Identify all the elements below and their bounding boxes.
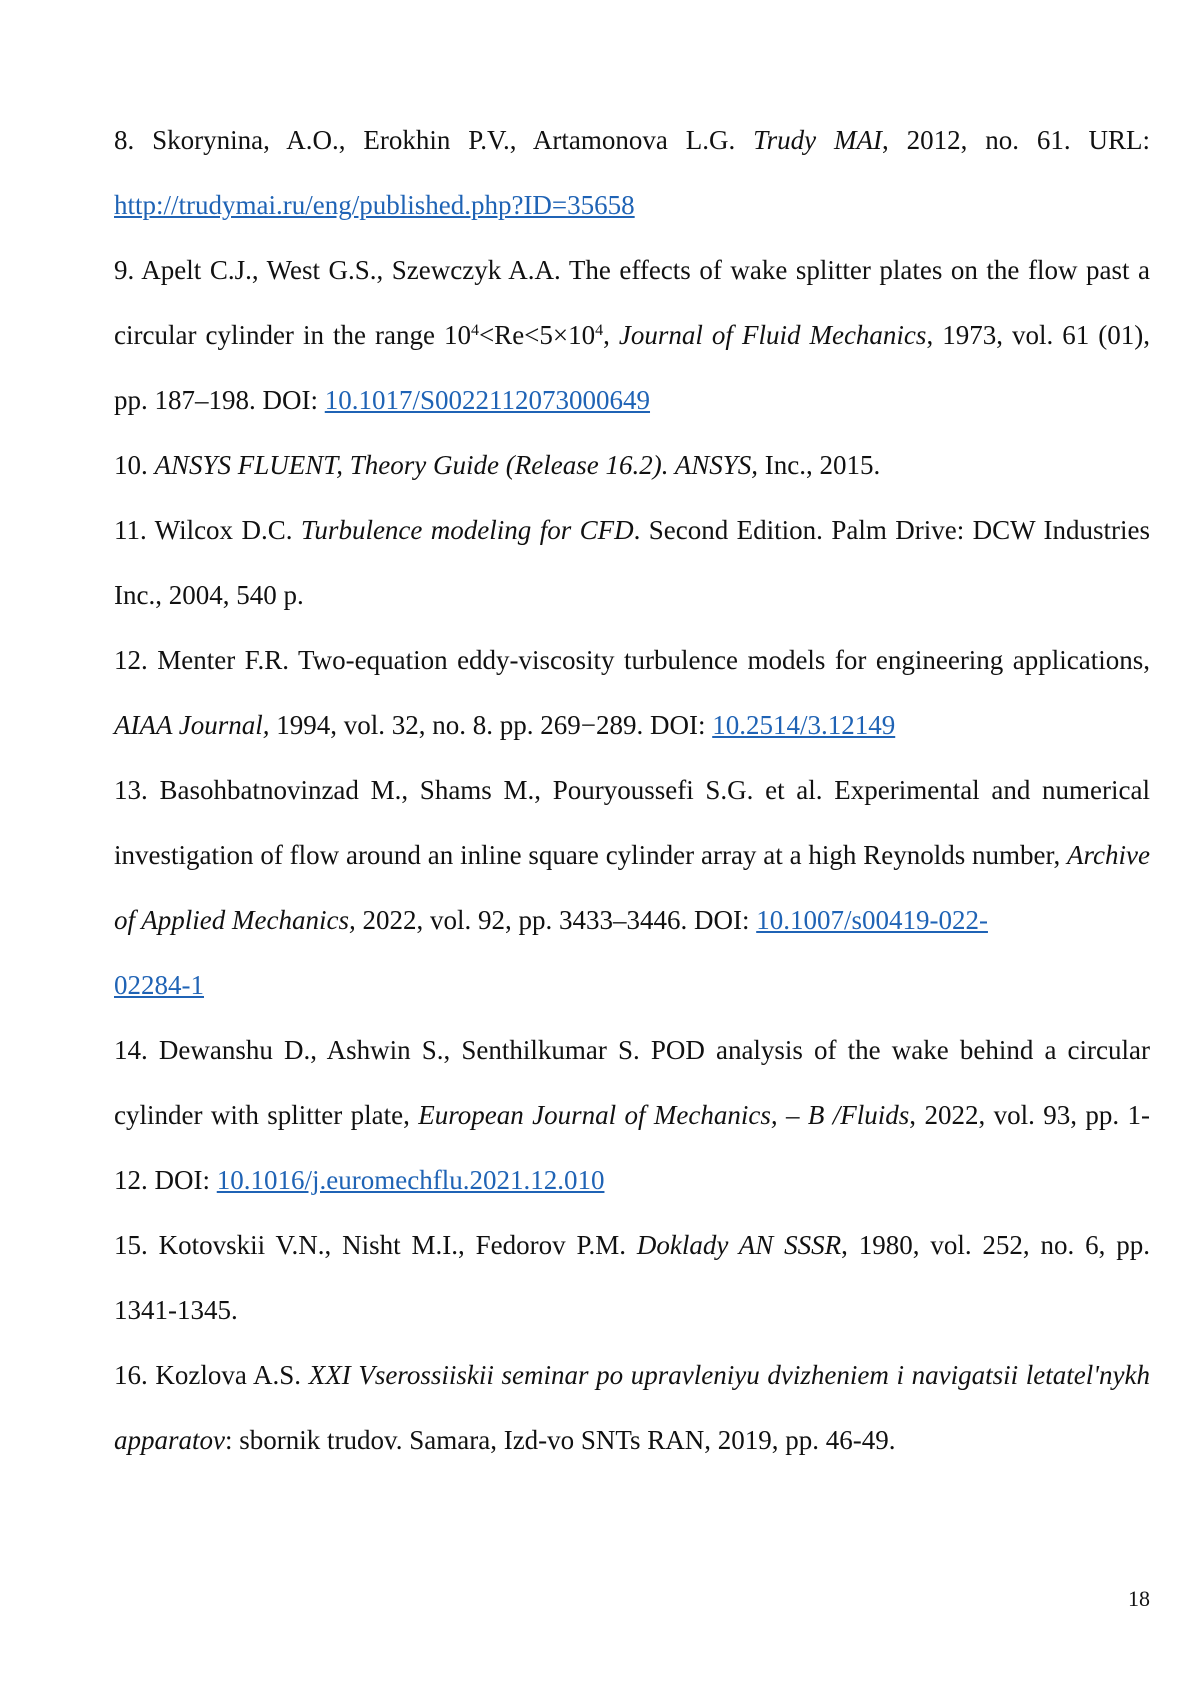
reference-text: <Re<5×10 (478, 320, 596, 350)
reference-journal: Journal of Fluid Mechanics (618, 320, 927, 350)
doi-link-part[interactable]: 10.1007/s00419-022- (756, 905, 988, 935)
reference-number: 10. (114, 450, 148, 480)
reference-16 (114, 1343, 1150, 1473)
reference-journal: Doklady AN SSSR (636, 1230, 842, 1260)
reference-journal: European Journal of Mechanics, – B /Fluids (418, 1100, 910, 1130)
reference-authors: Wilcox D.C. (154, 515, 293, 545)
reference-number: 8. (114, 125, 135, 155)
reference-number: 12. (114, 645, 148, 675)
reference-9 (114, 238, 1150, 433)
reference-8 (114, 108, 1150, 238)
reference-details: , 2012, no. 61. URL: (881, 125, 1150, 155)
reference-details: . Second Edition. Palm Drive: DCW Industries Inc., 2004, 540 p. (114, 515, 1151, 610)
reference-details: , 1973, vol. 61 (01), pp. 187–198. DOI: (114, 320, 1151, 415)
reference-title: XXI Vserossiiskii seminar po upravleniyu dvizheniem i navigatsii letatel'nykh apparatov (114, 1360, 1150, 1455)
reference-authors: Skorynina, A.O., Erokhin P.V., Artamonova L.G. (152, 125, 736, 155)
reference-details: 1994, vol. 32, no. 8. pp. 269−289. DOI: (276, 710, 706, 740)
reference-authors: Kotovskii V.N., Nisht M.I., Fedorov P.M. (158, 1230, 627, 1260)
reference-12 (114, 628, 1150, 758)
reference-11 (114, 498, 1150, 628)
superscript: 4 (595, 322, 604, 340)
reference-list (114, 108, 1150, 1473)
reference-authors: Kozlova A.S. (155, 1360, 302, 1390)
reference-journal: AIAA Journal, (114, 710, 270, 740)
reference-title: Turbulence modeling for CFD (300, 515, 634, 545)
reference-details: 2022, vol. 92, pp. 3433–3446. DOI: (362, 905, 750, 935)
reference-number: 9. (114, 255, 135, 285)
reference-journal: Archive of Applied Mechanics, (114, 840, 1150, 935)
doi-link[interactable]: 10.1017/S0022112073000649 (324, 385, 651, 415)
reference-15 (114, 1213, 1150, 1343)
reference-text: Apelt C.J., West G.S., Szewczyk A.A. The effects of wake splitter plates on the flow past a circular cylinder in the range 10 (114, 255, 1150, 350)
reference-14 (114, 1018, 1150, 1213)
reference-details: : sbornik trudov. Samara, Izd-vo SNTs RAN, 2019, pp. 46-49. (225, 1425, 896, 1455)
reference-13 (114, 758, 1150, 1018)
reference-details: , 1980, vol. 252, no. 6, pp. 1341-1345. (114, 1230, 1151, 1325)
reference-text: Basohbatnovinzad M., Shams M., Pouryoussefi S.G. et al. Experimental and numerical investigation of flow around an inline square cylinder array at a high Reynolds number, (114, 775, 1150, 870)
reference-number: 11. (114, 515, 147, 545)
reference-text: Menter F.R. Two-equation eddy-viscosity turbulence models for engineering applications, (157, 645, 1150, 675)
reference-number: 16. (114, 1360, 148, 1390)
reference-title: ANSYS FLUENT, Theory Guide (Release 16.2). ANSYS, (154, 450, 758, 480)
reference-number: 14. (114, 1035, 148, 1065)
page-number: 18 (1128, 1586, 1150, 1611)
doi-link[interactable]: 10.1016/j.euromechflu.2021.12.010 (216, 1165, 605, 1195)
reference-text: Dewanshu D., Ashwin S., Senthilkumar S. POD analysis of the wake behind a circular cylinder with splitter plate, (114, 1035, 1150, 1130)
reference-url-link[interactable]: http://trudymai.ru/eng/published.php?ID=35658 (114, 190, 635, 220)
doi-link-part[interactable]: 02284-1 (114, 970, 204, 1000)
reference-text: , (603, 320, 610, 350)
reference-number: 15. (114, 1230, 148, 1260)
reference-number: 13. (114, 775, 148, 805)
reference-details: Inc., 2015. (764, 450, 881, 480)
reference-details: , 2022, vol. 93, pp. 1-12. DOI: (114, 1100, 1150, 1195)
reference-10 (114, 433, 1150, 498)
superscript: 4 (470, 322, 479, 340)
reference-journal: Trudy MAI (753, 125, 882, 155)
doi-link[interactable]: 10.2514/3.12149 (712, 710, 896, 740)
